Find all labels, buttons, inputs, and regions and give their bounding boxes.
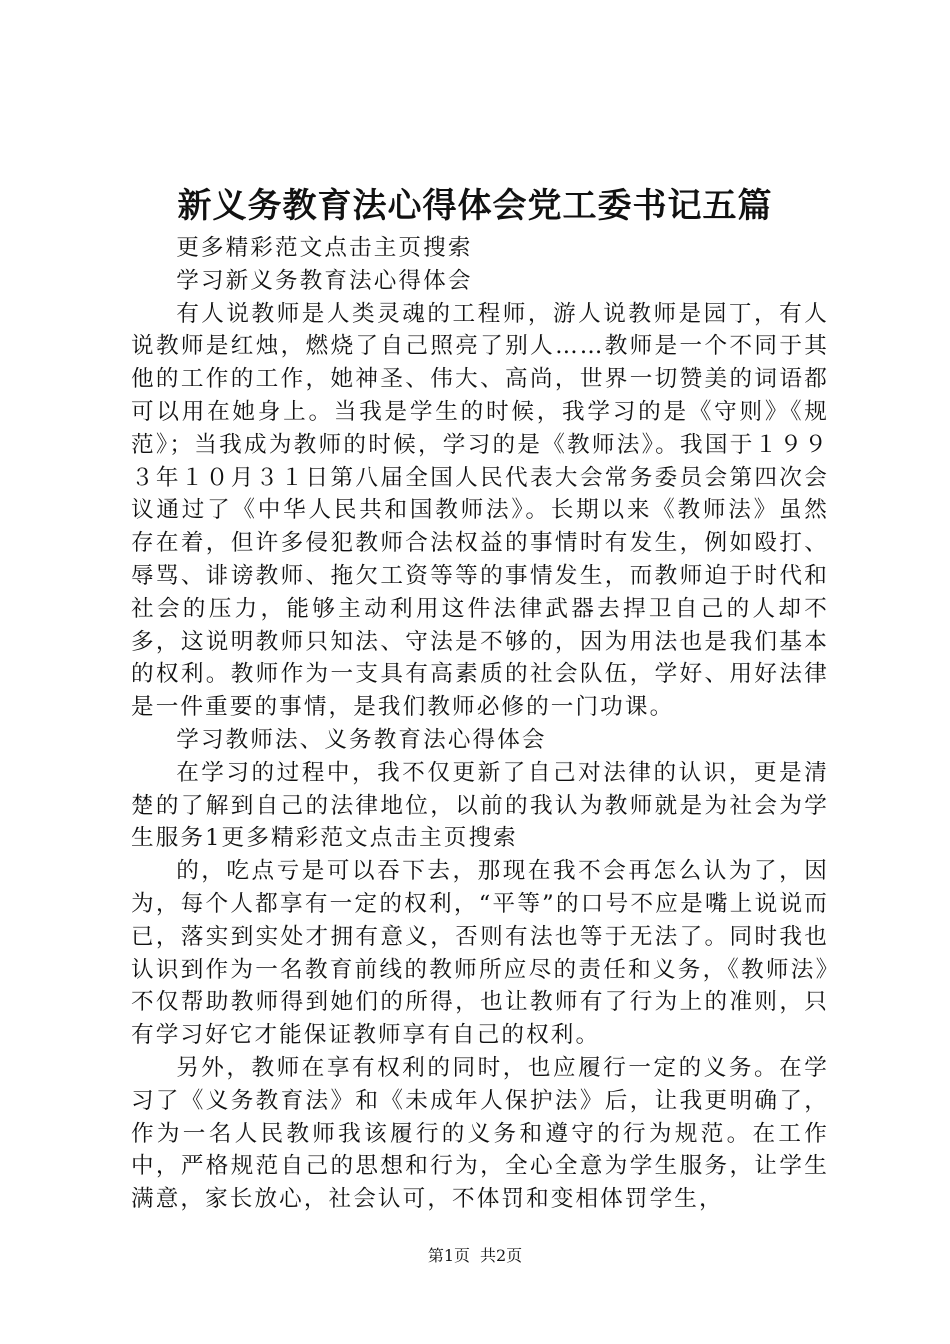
section-heading: 学习新义务教育法心得体会: [176, 267, 473, 294]
body-paragraph: 在学习的过程中，我不仅更新了自己对法律的认识，更是清楚的了解到自己的法律地位，以前的我认为教师就是为社会为学生服务1更多精彩范文点击主页搜索: [131, 759, 829, 852]
document-body: [131, 232, 829, 1216]
page-number-current: 第1页: [427, 1246, 470, 1265]
promo-line: 更多精彩范文点击主页搜索: [176, 235, 473, 261]
body-paragraph: 另外，教师在享有权利的同时，也应履行一定的义务。在学习了《义务教育法》和《未成年人保护法》后，让我更明确了，作为一名人民教师我该履行的义务和遵守的行为规范。在工作中，严格规范自己的思想和行为，全心全意为学生服务，让学生满意，家长放心，社会认可，不体罚和变相体罚学生，: [131, 1054, 829, 1213]
page-footer: [0, 1244, 950, 1268]
section-heading: 学习教师法、义务教育法心得体会: [176, 726, 547, 753]
body-paragraph: 的，吃点亏是可以吞下去，那现在我不会再怎么认为了，因为，每个人都享有一定的权利，“平等”的口号不应是嘴上说说而已，落实到实处才拥有意义，否则有法也等于无法了。同时我也认识到作为一名教育前线的教师所应尽的责任和义务，《教师法》不仅帮助教师得到她们的所得，也让教师有了行为上的准则，只有学习好它才能保证教师享有自己的权利。: [131, 858, 829, 1049]
body-paragraph: 有人说教师是人类灵魂的工程师，游人说教师是园丁，有人说教师是红烛，燃烧了自己照亮了别人……教师是一个不同于其他的工作的工作，她神圣、伟大、高尚，世界一切赞美的词语都可以用在她身上。当我是学生的时候，我学习的是《守则》《规范》；当我成为教师的时候，学习的是《教师法》。我国于１９９３年１０月３１日第八届全国人民代表大会常务委员会第四次会议通过了《中华人民共和国教师法》。长期以来《教师法》虽然存在着，但许多侵犯教师合法权益的事情时有发生，例如殴打、辱骂、诽谤教师、拖欠工资等等的事情发生，而教师迫于时代和社会的压力，能够主动利用这件法律武器去捍卫自己的人却不多，这说明教师只知法、守法是不够的，因为用法也是我们基本的权利。教师作为一支具有高素质的社会队伍，学好、用好法律是一件重要的事情，是我们教师必修的一门功课。: [131, 300, 829, 721]
page-number-total: 共2页: [480, 1246, 523, 1265]
document-title: 新义务教育法心得体会党工委书记五篇: [177, 186, 773, 226]
